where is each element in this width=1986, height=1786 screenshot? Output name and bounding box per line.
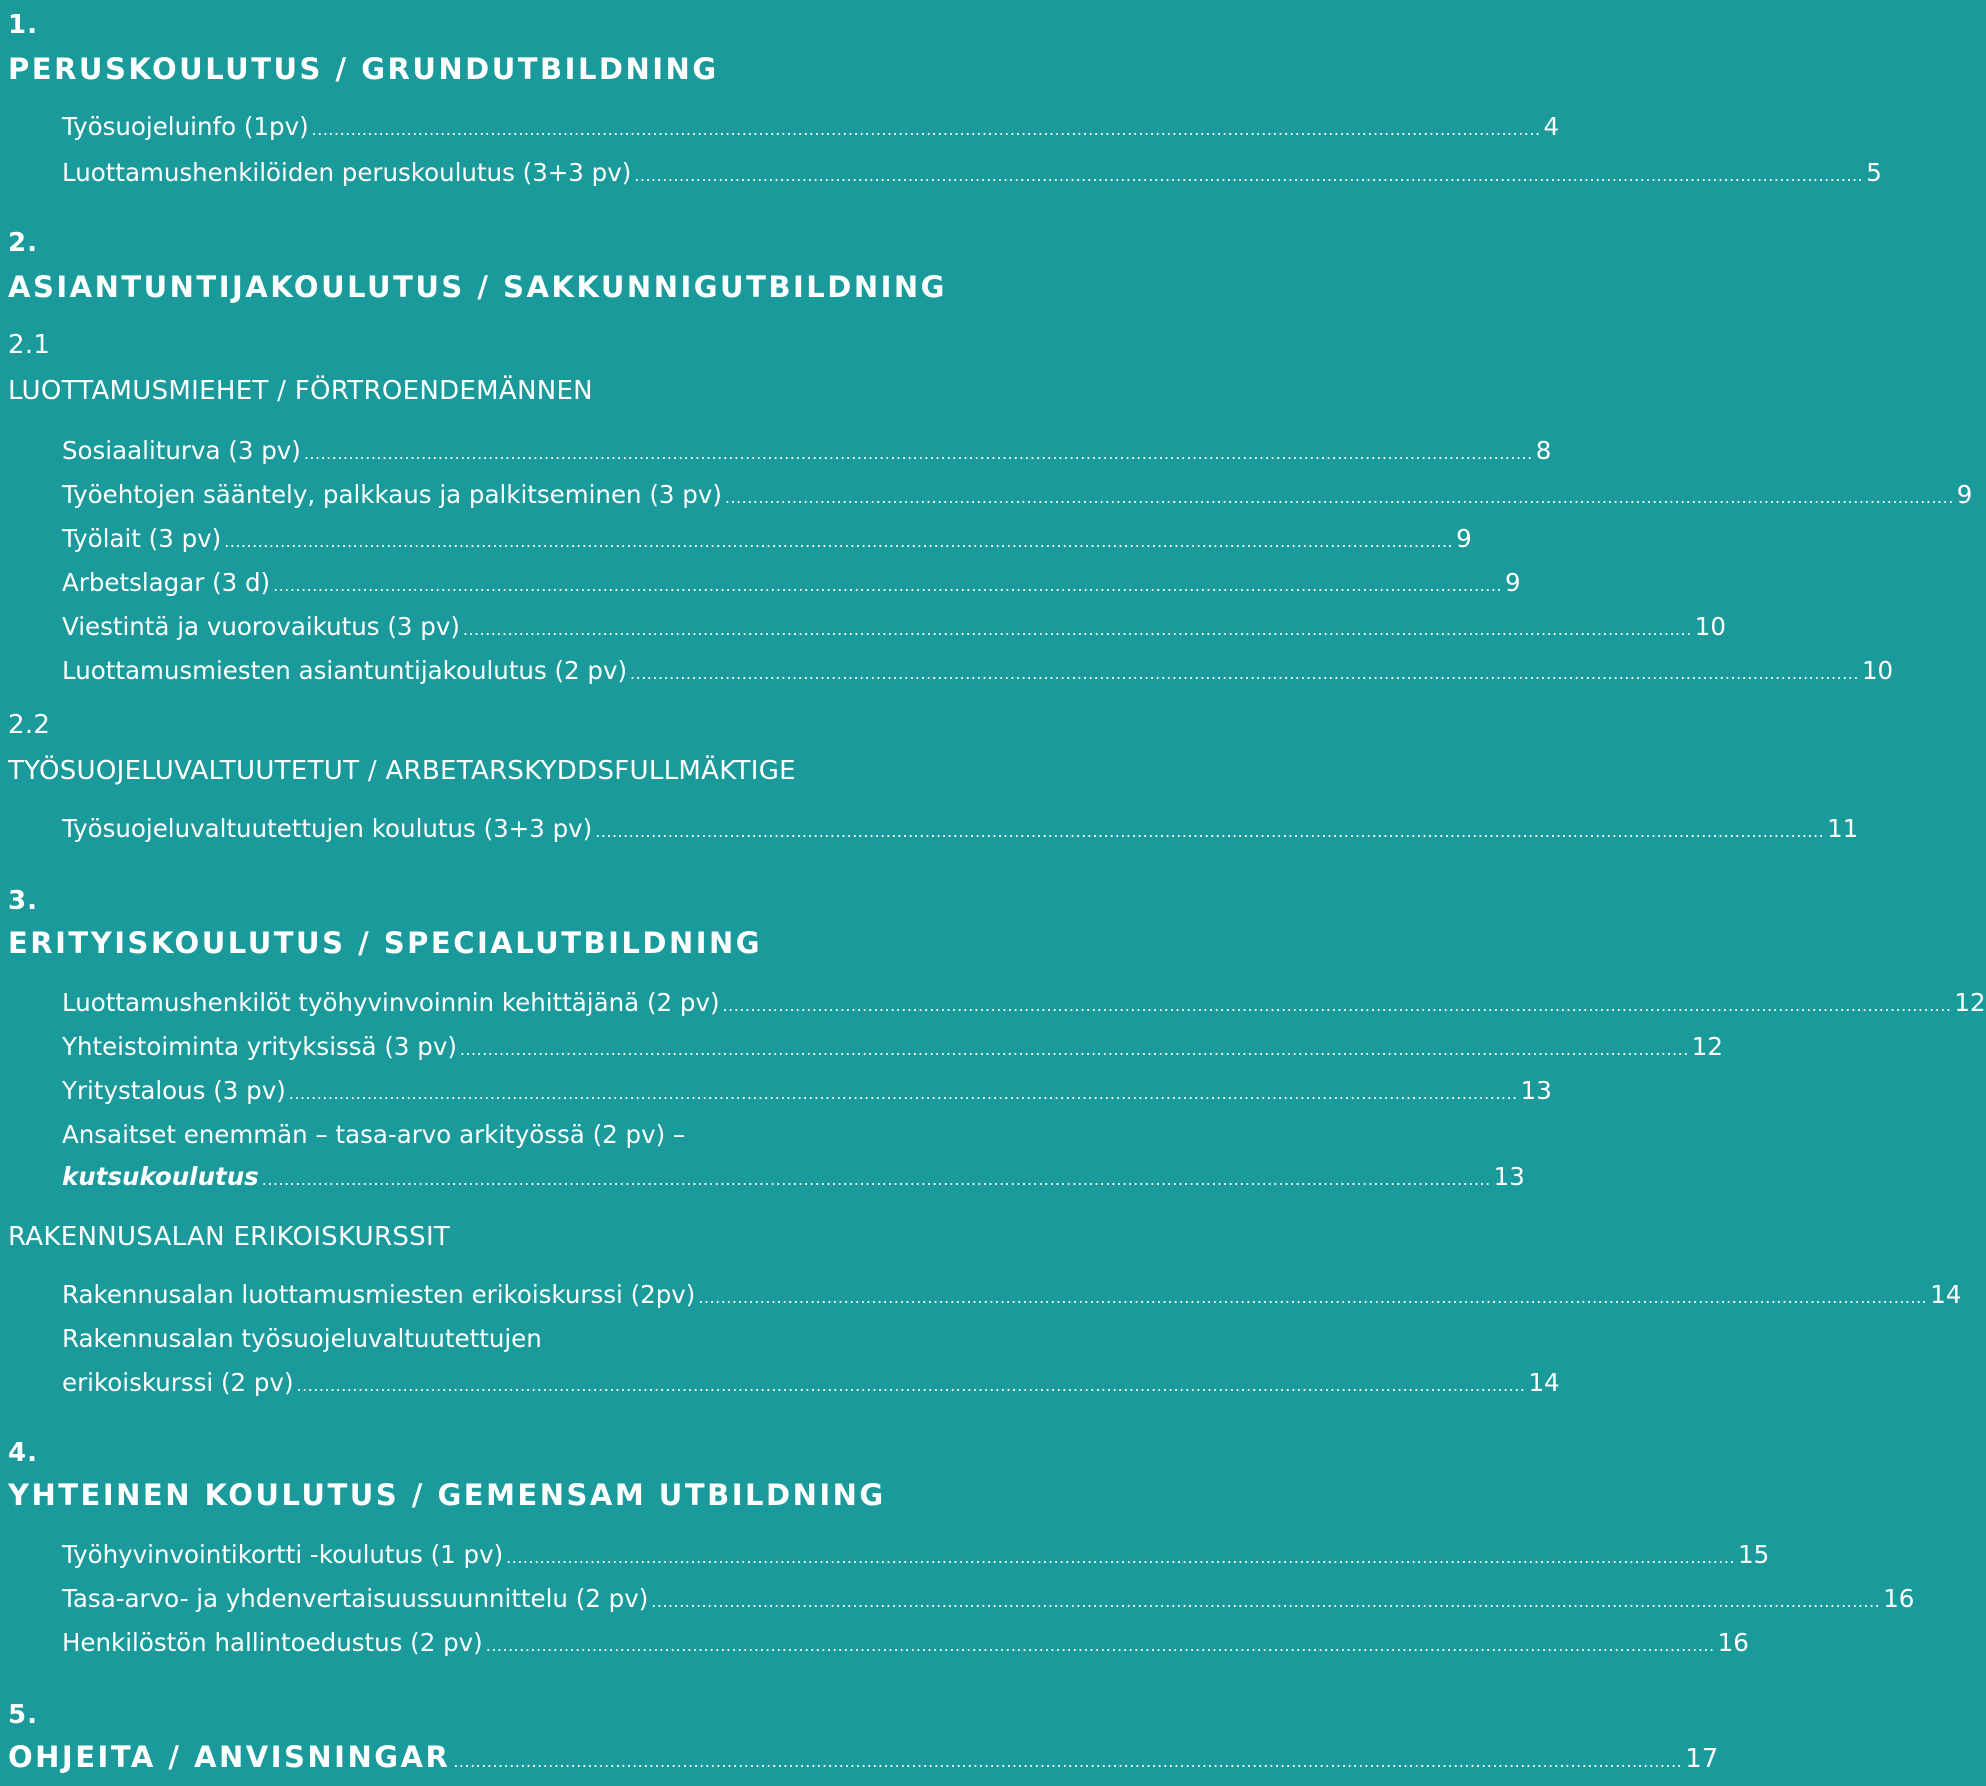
section-2-number: 2. [8, 228, 38, 258]
entry-text-line1: Ansaitset enemmän – tasa-arvo arkityössä (2 pv) – [62, 1120, 686, 1149]
toc-entry[interactable] [62, 1032, 1723, 1066]
entry-page: 15 [1738, 1540, 1770, 1569]
dot-leader: ............................................................................................................................................................................................................................ [722, 996, 1952, 1015]
section-1-title: PERUSKOULUTUS / GRUNDUTBILDNING [8, 52, 719, 86]
dot-leader: ............................................................................................................................................................................................................................ [462, 620, 1692, 639]
dot-leader: ............................................................................................................................................................................................................................ [634, 166, 1864, 185]
dot-leader: ............................................................................................................................................................................................................................ [485, 1636, 1715, 1655]
entry-page: 11 [1827, 814, 1859, 843]
entry-text: Työsuojeluvaltuutettujen koulutus (3+3 pv) [62, 814, 593, 843]
dot-leader: ............................................................................................................................................................................................................................ [311, 120, 1541, 139]
entry-text: Arbetslagar (3 d) [62, 568, 271, 597]
dot-leader: ............................................................................................................................................................................................................................ [261, 1170, 1491, 1189]
entry-text: Yhteistoiminta yrityksissä (3 pv) [62, 1032, 457, 1061]
toc-entry[interactable] [62, 1628, 1749, 1662]
entry-text: kutsukoulutus [62, 1162, 259, 1191]
section-5-number: 5. [8, 1700, 38, 1730]
entry-text: Luottamusmiesten asiantuntijakoulutus (2 pv) [62, 656, 628, 685]
section-3-title: ERITYISKOULUTUS / SPECIALUTBILDNING [8, 926, 763, 960]
dot-leader: ............................................................................................................................................................................................................................ [595, 822, 1825, 841]
dot-leader: ............................................................................................................................................................................................................................ [651, 1592, 1881, 1611]
entry-page: 14 [1528, 1368, 1560, 1397]
subsection-2-2-title: TYÖSUOJELUVALTUUTETUT / ARBETARSKYDDSFULLMÄKTIGE [8, 756, 796, 786]
entry-text: Luottamushenkilöt työhyvinvoinnin kehittäjänä (2 pv) [62, 988, 720, 1017]
entry-text: Työhyvinvointikortti -koulutus (1 pv) [62, 1540, 504, 1569]
entry-page: 16 [1717, 1628, 1749, 1657]
entry-page: 17 [1685, 1744, 1719, 1774]
entry-text: Viestintä ja vuorovaikutus (3 pv) [62, 612, 460, 641]
entry-page: 14 [1930, 1280, 1962, 1309]
entry-text: Rakennusalan luottamusmiesten erikoiskurssi (2pv) [62, 1280, 696, 1309]
subsection-2-1-number: 2.1 [8, 330, 51, 360]
toc-entry[interactable] [62, 814, 1859, 848]
entry-text: Yritystalous (3 pv) [62, 1076, 286, 1105]
entry-page: 12 [1691, 1032, 1723, 1061]
entry-text: Sosiaaliturva (3 pv) [62, 436, 301, 465]
toc-entry[interactable] [62, 1584, 1915, 1618]
dot-leader: ............................................................................................................................................................................................................................ [288, 1084, 1518, 1103]
subsection-2-1-title: LUOTTAMUSMIEHET / FÖRTROENDEMÄNNEN [8, 376, 593, 406]
entry-text: erikoiskurssi (2 pv) [62, 1368, 294, 1397]
toc-entry[interactable] [62, 1076, 1552, 1110]
toc-entry[interactable] [62, 612, 1726, 646]
entry-text: Luottamushenkilöiden peruskoulutus (3+3 pv) [62, 158, 632, 187]
entry-page: 5 [1866, 158, 1882, 187]
entry-page: 10 [1861, 656, 1894, 685]
dot-leader: ............................................................................................................................................................................................................................ [698, 1288, 1928, 1307]
entry-text: Työsuojeluinfo (1pv) [62, 112, 309, 141]
toc-entry[interactable] [62, 1368, 1560, 1402]
dot-leader: ............................................................................................................................................................................................................................ [224, 532, 1454, 551]
section-2-title: ASIANTUNTIJAKOULUTUS / SAKKUNNIGUTBILDNING [8, 270, 947, 304]
entry-page: 9 [1456, 524, 1472, 553]
section-4-number: 4. [8, 1438, 38, 1468]
special-courses-title: RAKENNUSALAN ERIKOISKURSSIT [8, 1222, 451, 1252]
dot-leader: ............................................................................................................................................................................................................................ [506, 1548, 1736, 1567]
dot-leader: ............................................................................................................................................................................................................................ [630, 664, 1859, 683]
entry-page: 8 [1535, 436, 1552, 465]
entry-text-line1: Rakennusalan työsuojeluvaltuutettujen [62, 1324, 542, 1353]
toc-entry[interactable] [62, 112, 1560, 146]
toc-entry[interactable] [62, 436, 1552, 470]
section-5-title: OHJEITA / ANVISNINGAR [8, 1740, 451, 1774]
toc-entry[interactable] [62, 1540, 1770, 1574]
dot-leader: ............................................................................................................................................................................................................................ [296, 1376, 1526, 1395]
section-1-number: 1. [8, 10, 38, 40]
dot-leader: ............................................................................................................................................................................................................................ [724, 488, 1954, 507]
entry-text: Henkilöstön hallintoedustus (2 pv) [62, 1628, 483, 1657]
entry-page: 16 [1883, 1584, 1915, 1613]
entry-text: Työehtojen sääntely, palkkaus ja palkitseminen (3 pv) [62, 480, 722, 509]
entry-page: 12 [1954, 988, 1986, 1017]
dot-leader: ............................................................................................................................................................................................................................ [459, 1040, 1689, 1059]
dot-leader: ............................................................................................................................................................................................................................ [303, 444, 1533, 463]
entry-page: 4 [1543, 112, 1560, 141]
toc-entry[interactable] [62, 480, 1973, 514]
toc-entry[interactable] [62, 1162, 1525, 1196]
entry-text: Tasa-arvo- ja yhdenvertaisuussuunnittelu (2 pv) [62, 1584, 649, 1613]
section-3-number: 3. [8, 886, 38, 916]
entry-page: 13 [1493, 1162, 1525, 1191]
entry-page: 9 [1505, 568, 1521, 597]
toc-entry[interactable] [62, 568, 1521, 602]
toc-entry[interactable] [62, 656, 1894, 690]
toc-entry[interactable] [62, 988, 1986, 1022]
toc-entry[interactable] [62, 524, 1472, 558]
entry-page: 10 [1694, 612, 1726, 641]
section-4-title: YHTEINEN KOULUTUS / GEMENSAM UTBILDNING [8, 1478, 886, 1512]
subsection-2-2-number: 2.2 [8, 710, 51, 740]
dot-leader: ............................................................................................................................................................................................................................ [273, 576, 1503, 595]
toc-entry-main[interactable] [8, 1740, 1719, 1780]
toc-entry[interactable] [62, 1280, 1962, 1314]
toc-entry[interactable] [62, 158, 1882, 192]
entry-page: 9 [1956, 480, 1973, 509]
dot-leader: ............................................................................................................................................................................................................................ [453, 1752, 1683, 1771]
entry-page: 13 [1520, 1076, 1552, 1105]
entry-text: Työlait (3 pv) [62, 524, 222, 553]
